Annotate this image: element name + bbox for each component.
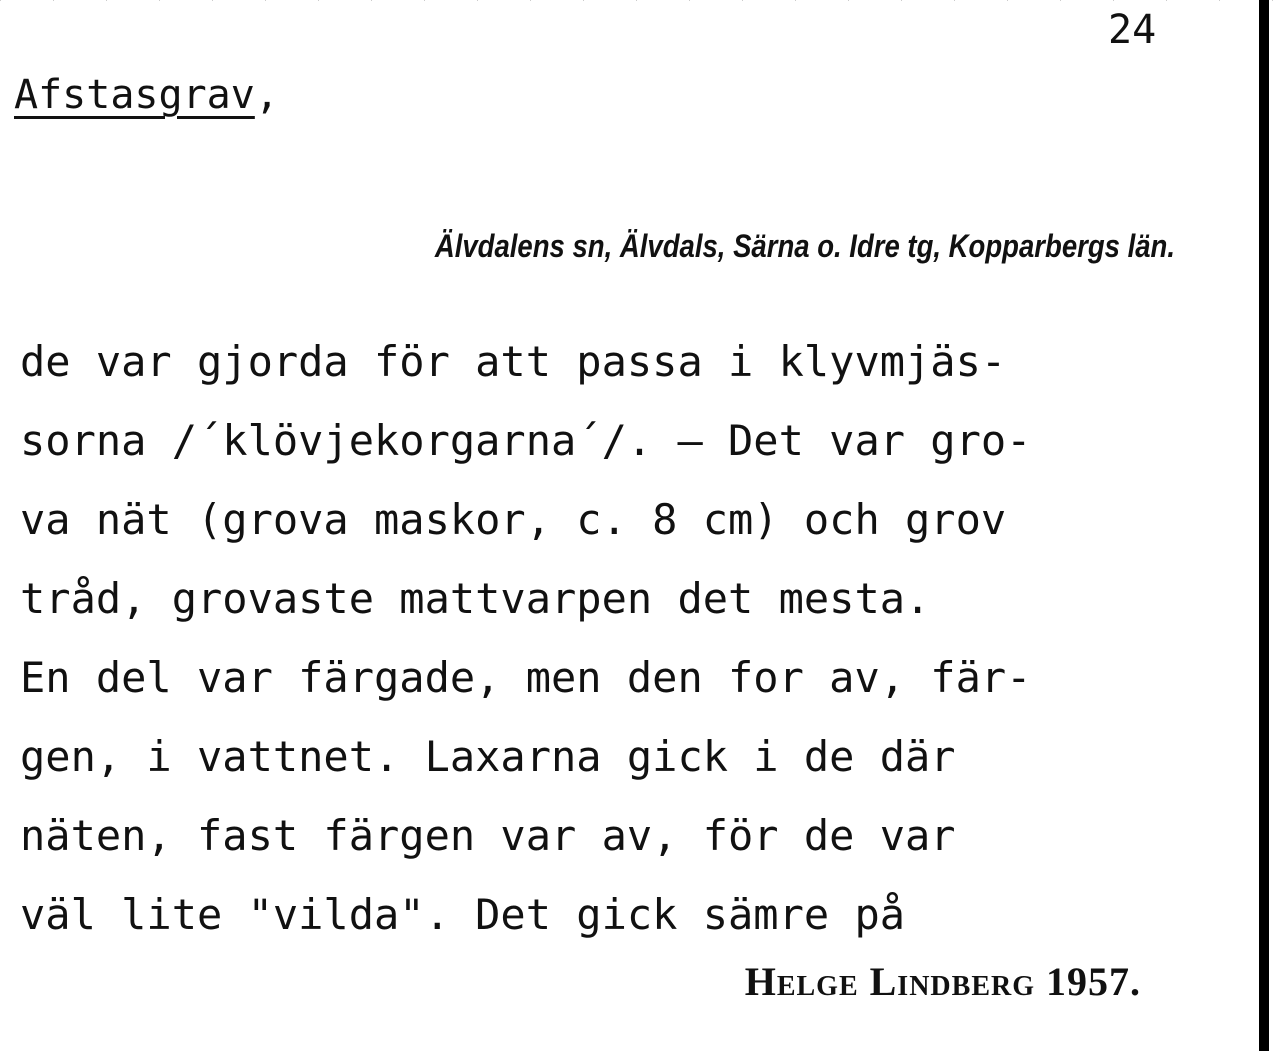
body-line: näten, fast färgen var av, för de var	[20, 811, 956, 860]
body-line: sorna /´klövjekorgarna´/. – Det var gro-	[20, 416, 1032, 465]
body-line: de var gjorda för att passa i klyvmjäs-	[20, 337, 1007, 386]
card-right-border	[1259, 0, 1269, 1051]
page-number: 24	[1108, 7, 1157, 53]
body-line: tråd, grovaste mattvarpen det mesta.	[20, 574, 931, 623]
card-title	[14, 68, 279, 122]
body-line: väl lite "vilda". Det gick sämre på	[20, 890, 906, 939]
collector-signature	[745, 956, 1141, 1008]
body-line: va nät (grova maskor, c. 8 cm) och grov	[20, 495, 1007, 544]
collection-year: 1957.	[1046, 959, 1141, 1004]
body-line: En del var färgade, men den for av, fär-	[20, 653, 1032, 702]
card-title-punctuation: ,	[254, 72, 279, 118]
collector-name: Helge Lindberg	[744, 959, 1035, 1004]
card-body-text	[20, 322, 1250, 954]
card-title-word: Afstasgrav	[14, 72, 255, 118]
card-top-edge	[0, 0, 1279, 4]
location-stamp: Älvdalens sn, Älvdals, Särna o. Idre tg, Kopparbergs län.	[434, 228, 1175, 264]
body-line: gen, i vattnet. Laxarna gick i de där	[20, 732, 956, 781]
